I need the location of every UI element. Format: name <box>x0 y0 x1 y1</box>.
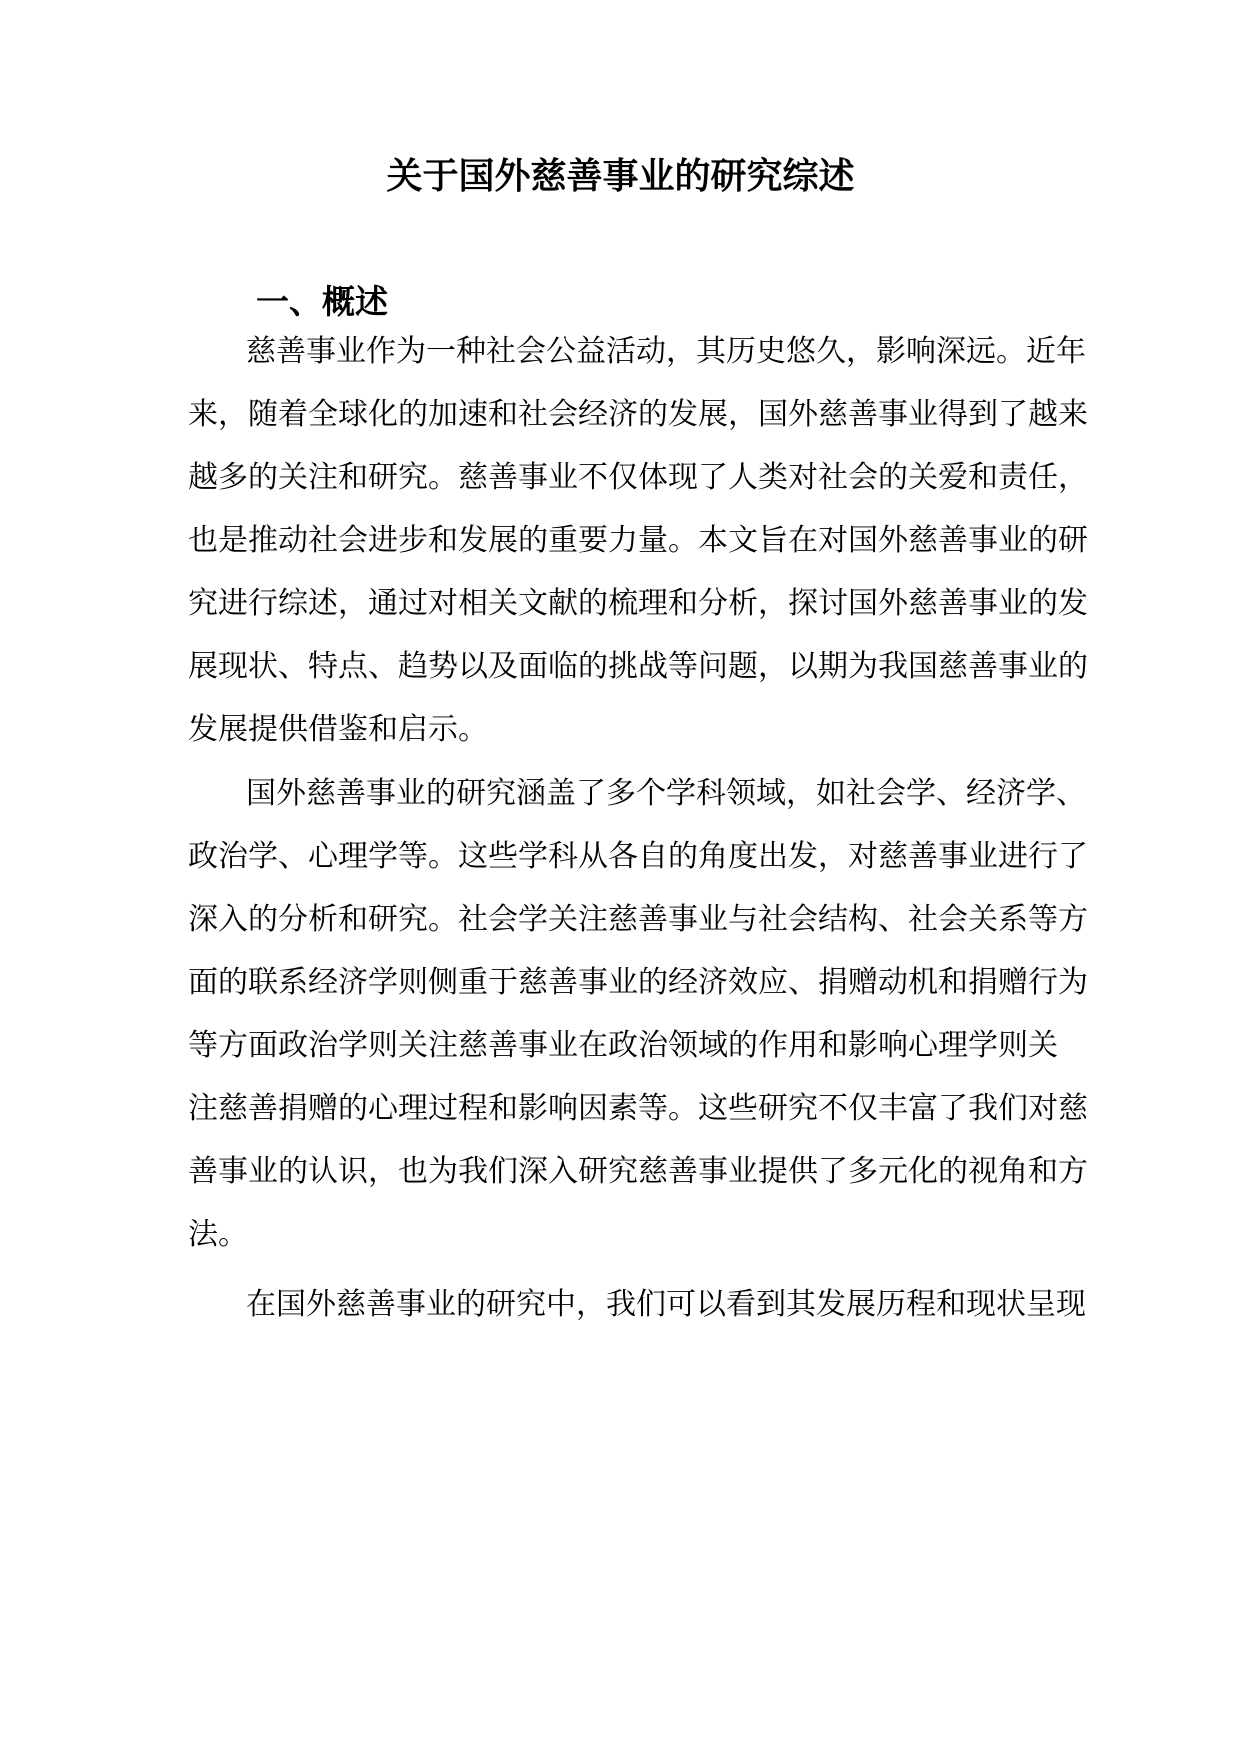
paragraph-line: 国外慈善事业的研究涵盖了多个学科领域，如社会学、经济学、 <box>246 776 1086 811</box>
paragraph-line: 法。 <box>188 1217 248 1252</box>
paragraph-line: 善事业的认识，也为我们深入研究慈善事业提供了多元化的视角和方 <box>188 1154 1088 1189</box>
paragraph-line: 在国外慈善事业的研究中，我们可以看到其发展历程和现状呈现 <box>246 1287 1086 1322</box>
paragraph-line: 发展提供借鉴和启示。 <box>188 712 488 747</box>
section-heading: 一、概述 <box>256 282 388 321</box>
paragraph-line: 也是推动社会进步和发展的重要力量。本文旨在对国外慈善事业的研 <box>188 523 1088 558</box>
paragraph-line: 展现状、特点、趋势以及面临的挑战等问题，以期为我国慈善事业的 <box>188 649 1088 684</box>
paragraph-line: 来，随着全球化的加速和社会经济的发展，国外慈善事业得到了越来 <box>188 397 1088 432</box>
document-title: 关于国外慈善事业的研究综述 <box>386 155 855 197</box>
paragraph-line: 注慈善捐赠的心理过程和影响因素等。这些研究不仅丰富了我们对慈 <box>188 1091 1088 1126</box>
paragraph-line: 究进行综述，通过对相关文献的梳理和分析，探讨国外慈善事业的发 <box>188 586 1088 621</box>
paragraph-line: 越多的关注和研究。慈善事业不仅体现了人类对社会的关爱和责任， <box>188 460 1088 495</box>
paragraph-line: 政治学、心理学等。这些学科从各自的角度出发，对慈善事业进行了 <box>188 839 1088 874</box>
paragraph-line: 面的联系经济学则侧重于慈善事业的经济效应、捐赠动机和捐赠行为 <box>188 965 1088 1000</box>
paragraph-line: 慈善事业作为一种社会公益活动，其历史悠久，影响深远。近年 <box>246 334 1086 369</box>
paragraph-line: 深入的分析和研究。社会学关注慈善事业与社会结构、社会关系等方 <box>188 902 1088 937</box>
paragraph-line: 等方面政治学则关注慈善事业在政治领域的作用和影响心理学则关 <box>188 1028 1058 1063</box>
